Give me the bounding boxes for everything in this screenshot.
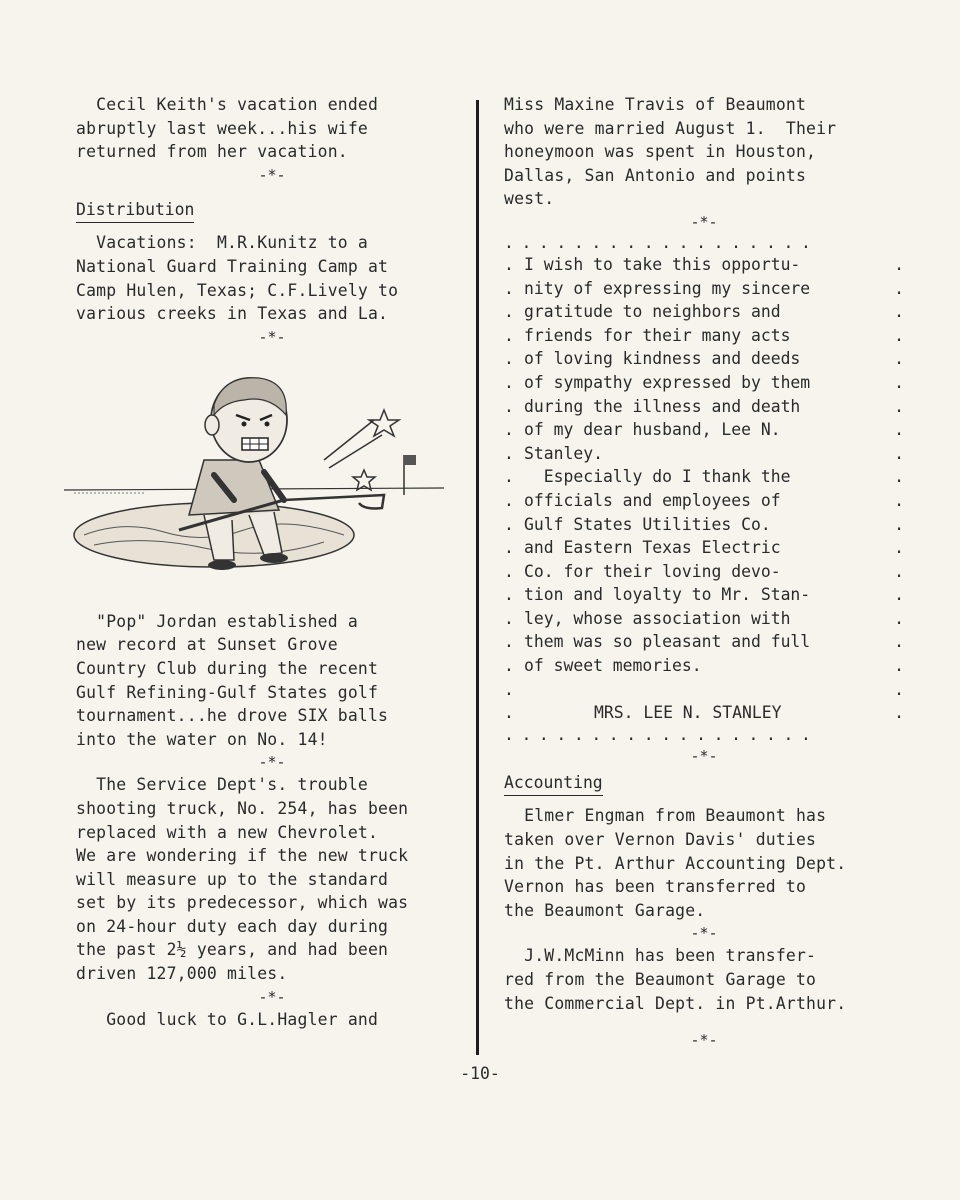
notice-line	[504, 395, 904, 419]
notice-line-text: Especially do I thank the	[524, 467, 791, 487]
separator: -*-	[690, 212, 718, 231]
notice-line	[504, 654, 904, 678]
dot-bullet: .	[894, 254, 904, 274]
paragraph-service-truck: The Service Dept's. trouble shooting truck, No. 254, has been replaced with a new Chevrolet. We are wondering if the new truck will measure up to the standard set by its predecessor, which was on 24-hour duty each day during the past 2½ years, and had been driven 127,000 miles.	[76, 775, 409, 984]
dotted-border-bottom: ..................	[504, 724, 819, 744]
separator: -*-	[690, 746, 718, 765]
dot-bullet: .	[504, 254, 514, 274]
notice-line	[504, 583, 904, 607]
dot-bullet: .	[504, 349, 514, 369]
right-column	[504, 93, 904, 1051]
separator: -*-	[258, 165, 286, 184]
dot-bullet: .	[504, 490, 514, 510]
dot-bullet: .	[504, 396, 514, 416]
dot-bullet: .	[894, 632, 904, 652]
notice-line	[504, 607, 904, 631]
heading-distribution: Distribution	[76, 198, 194, 224]
dot-bullet: .	[894, 278, 904, 298]
notice-signature-row	[504, 701, 904, 725]
dotted-border-top: ..................	[504, 232, 819, 252]
paragraph-mcminn: J.W.McMinn has been transfer- red from the Beaumont Garage to the Commercial Dept. in Pt.Arthur.	[504, 946, 847, 1013]
paragraph-vacations: Vacations: M.R.Kunitz to a National Guard Training Camp at Camp Hulen, Texas; C.F.Lively to various creeks in Texas and La.	[76, 233, 399, 324]
notice-line-text: and Eastern Texas Electric	[524, 538, 781, 558]
dot-bullet: .	[894, 585, 904, 605]
dot-bullet: .	[894, 703, 904, 723]
dot-bullet: .	[504, 467, 514, 487]
notice-line	[504, 560, 904, 584]
notice-line-text: them was so pleasant and full	[524, 632, 811, 652]
paragraph-wedding: Miss Maxine Travis of Beaumont who were married August 1. Their honeymoon was spent in Houston, Dallas, San Antonio and points west.	[504, 95, 837, 209]
paragraph-engman: Elmer Engman from Beaumont has taken over Vernon Davis' duties in the Pt. Arthur Accounting Dept. Vernon has been transferred to the Beaumont Garage.	[504, 806, 847, 920]
notice-body	[504, 253, 904, 701]
dot-bullet: .	[894, 443, 904, 463]
dot-bullet: .	[504, 656, 514, 676]
notice-line-text: during the illness and death	[524, 396, 801, 416]
page-number: -10-	[460, 1064, 500, 1083]
notice-line-text: friends for their many acts	[524, 325, 791, 345]
notice-line-text: of my dear husband, Lee N.	[524, 420, 781, 440]
dot-bullet: .	[894, 561, 904, 581]
dot-bullet: .	[894, 490, 904, 510]
notice-line-text: Co. for their loving devo-	[524, 561, 781, 581]
notice-line-text: officials and employees of	[524, 490, 781, 510]
notice-line	[504, 253, 904, 277]
dot-bullet: .	[504, 278, 514, 298]
notice-line-text: Gulf States Utilities Co.	[524, 514, 771, 534]
notice-line-text: tion and loyalty to Mr. Stan-	[524, 585, 811, 605]
dot-bullet: .	[504, 679, 514, 699]
dot-bullet: .	[894, 656, 904, 676]
notice-line	[504, 300, 904, 324]
separator: -*-	[690, 1031, 718, 1050]
dot-bullet: .	[504, 703, 514, 723]
separator: -*-	[258, 987, 286, 1006]
dot-bullet: .	[504, 302, 514, 322]
dot-bullet: .	[504, 420, 514, 440]
heading-accounting: Accounting	[504, 771, 603, 797]
dot-bullet: .	[504, 372, 514, 392]
dot-bullet: .	[894, 396, 904, 416]
notice-line	[504, 489, 904, 513]
dot-bullet: .	[894, 608, 904, 628]
notice-line-text: nity of expressing my sincere	[524, 278, 811, 298]
notice-line	[504, 442, 904, 466]
dot-bullet: .	[504, 514, 514, 534]
dot-bullet: .	[504, 561, 514, 581]
notice-line	[504, 418, 904, 442]
dot-bullet: .	[894, 349, 904, 369]
dot-bullet: .	[894, 514, 904, 534]
notice-line-text: of loving kindness and deeds	[524, 349, 801, 369]
notice-line	[504, 324, 904, 348]
left-column	[76, 93, 468, 1031]
notice-line	[504, 630, 904, 654]
column-divider	[476, 100, 479, 1055]
notice-line-text: of sweet memories.	[524, 656, 702, 676]
notice-line	[504, 678, 904, 702]
dot-bullet: .	[894, 325, 904, 345]
notice-line	[504, 371, 904, 395]
notice-line-text	[524, 678, 884, 702]
paragraph-cecil-keith: Cecil Keith's vacation ended abruptly last week...his wife returned from her vacation.	[76, 95, 379, 162]
dot-bullet: .	[894, 302, 904, 322]
dot-bullet: .	[504, 632, 514, 652]
notice-line-text: of sympathy expressed by them	[524, 372, 811, 392]
dot-bullet: .	[894, 679, 904, 699]
dot-bullet: .	[894, 420, 904, 440]
dot-bullet: .	[504, 443, 514, 463]
notice-line-text: ley, whose association with	[524, 608, 791, 628]
notice-signature: MRS. LEE N. STANLEY	[594, 703, 782, 723]
paragraph-pop-jordan: "Pop" Jordan established a new record at Sunset Grove Country Club during the recent Gulf Refining-Gulf States golf tournament...he drove SIX balls into the water on No. 14!	[76, 611, 389, 749]
notice-line	[504, 513, 904, 537]
notice-line	[504, 277, 904, 301]
notice-line-text: I wish to take this opportu-	[524, 254, 801, 274]
notice-line	[504, 536, 904, 560]
separator: -*-	[258, 327, 286, 346]
dot-bullet: .	[504, 538, 514, 558]
thank-you-notice	[504, 233, 904, 745]
dot-bullet: .	[504, 325, 514, 345]
notice-line-text: gratitude to neighbors and	[524, 302, 781, 322]
golfer-cartoon-icon	[64, 360, 456, 600]
dot-bullet: .	[894, 538, 904, 558]
dot-bullet: .	[504, 585, 514, 605]
dot-bullet: .	[894, 467, 904, 487]
separator: -*-	[258, 753, 286, 772]
paragraph-hagler: Good luck to G.L.Hagler and	[76, 1009, 379, 1029]
dot-bullet: .	[504, 608, 514, 628]
notice-line	[504, 347, 904, 371]
separator: -*-	[690, 924, 718, 943]
notice-line	[504, 465, 904, 489]
dot-bullet: .	[894, 372, 904, 392]
notice-line-text: Stanley.	[524, 443, 603, 463]
